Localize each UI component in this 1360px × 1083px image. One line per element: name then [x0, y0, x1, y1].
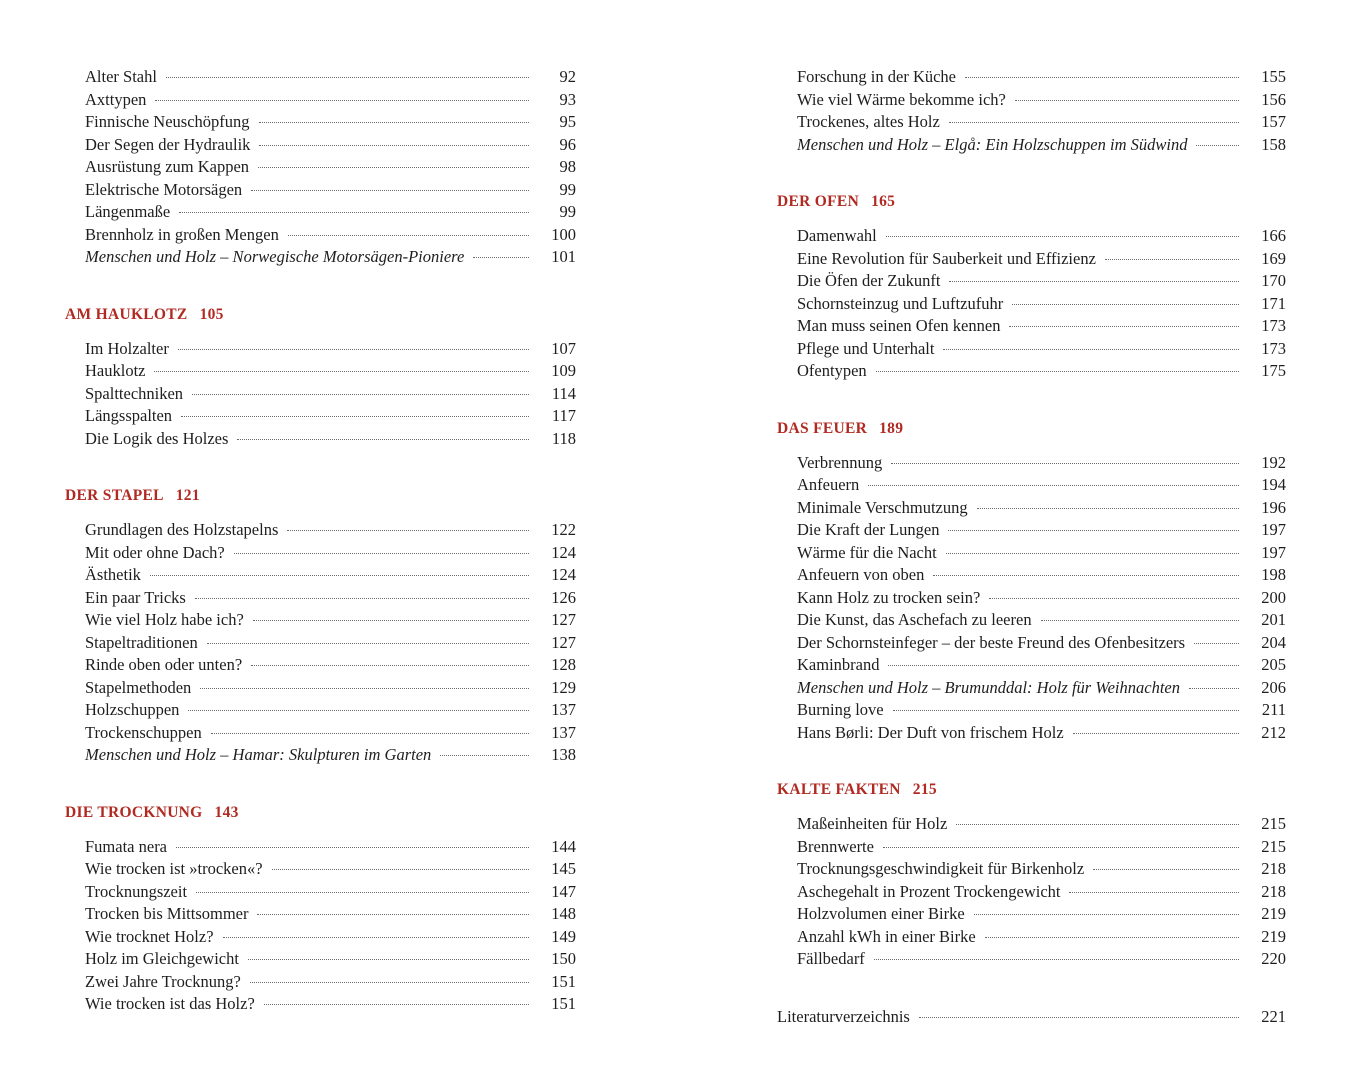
entry-page-number: 127 [551, 610, 576, 629]
toc-entry-trocken-bis-mittsommer [64, 903, 576, 926]
entry-title: Kann Holz zu trocken sein? [797, 587, 981, 607]
entry-title: Trockenes, altes Holz [797, 112, 940, 131]
dot-leader [965, 77, 1239, 78]
entry-page-number: 117 [551, 406, 576, 425]
entry-page-number: 128 [551, 655, 576, 674]
chapter-title: DER OFEN [777, 193, 860, 210]
entry-page-number: 212 [1261, 722, 1286, 742]
entry-page-number: 215 [1261, 836, 1286, 856]
toc-entry-minimale-verschmutzung [776, 497, 1286, 520]
entry-title: Fumata nera [85, 836, 168, 856]
entry-title: Wie viel Wärme bekomme ich? [797, 89, 1006, 109]
entry-page-number: 171 [1261, 293, 1286, 313]
toc-entry-trocknungszeit [64, 881, 576, 904]
entry-page-number: 122 [551, 520, 576, 539]
toc-entry-wie-trocken-ist-das-holz [64, 993, 576, 1016]
toc-right-column [776, 66, 1286, 1028]
toc-entry-damenwahl [776, 225, 1286, 248]
toc-entry-spalttechniken [64, 383, 576, 406]
entry-page-number: 150 [551, 949, 576, 968]
entry-page-number: 149 [551, 926, 576, 946]
entry-title: Brennwerte [797, 836, 874, 856]
dot-leader [891, 463, 1239, 464]
entry-page-number: 173 [1261, 316, 1286, 335]
dot-leader [192, 394, 529, 395]
toc-entry-menschen-und-holz-norwegische-motorsaege [64, 246, 576, 269]
entry-title: Verbrennung [797, 452, 883, 472]
dot-leader [207, 643, 529, 644]
entry-title: Menschen und Holz – Hamar: Skulpturen im Garten [85, 745, 432, 764]
toc-entry-die-kunst-das-aschefach-zu-leeren [776, 609, 1286, 632]
dot-leader [251, 190, 529, 191]
entry-title: Axttypen [85, 89, 147, 109]
dot-leader [977, 508, 1239, 509]
dot-leader [473, 257, 529, 258]
entry-page-number: 196 [1261, 497, 1286, 517]
entry-page-number: 198 [1261, 565, 1286, 584]
dot-leader [933, 575, 1239, 576]
entry-title: Holz im Gleichgewicht [85, 949, 239, 968]
dot-leader [287, 530, 529, 531]
toc-entry-stapelmethoden [64, 677, 576, 700]
dot-leader [893, 710, 1239, 711]
toc-entry-die-kraft-der-lungen [776, 519, 1286, 542]
entry-page-number: 147 [551, 881, 576, 901]
dot-leader [985, 937, 1239, 938]
toc-entry-grundlagen-des-holzstapelns [64, 519, 576, 542]
entry-page-number: 145 [551, 859, 576, 878]
toc-entry-trockenschuppen [64, 722, 576, 745]
dot-leader [223, 937, 529, 938]
entry-page-number: 197 [1261, 520, 1286, 539]
entry-page-number: 206 [1261, 677, 1286, 697]
entry-title: Holzschuppen [85, 700, 180, 719]
toc-entry-kaminbrand [776, 654, 1286, 677]
entry-page-number: 166 [1261, 226, 1286, 245]
entry-page-number: 169 [1261, 248, 1286, 268]
entry-title: Die Logik des Holzes [85, 428, 229, 448]
entry-page-number: 175 [1261, 361, 1286, 380]
chapter-page-number: 189 [879, 419, 904, 437]
chapter-heading-das-feuer [776, 418, 1286, 440]
entry-page-number: 124 [551, 542, 576, 562]
entry-title: Forschung in der Küche [797, 67, 957, 86]
entry-page-number: 219 [1261, 926, 1286, 946]
entry-title: Minimale Verschmutzung [797, 497, 968, 517]
dot-leader [440, 755, 529, 756]
entry-page-number: 194 [1261, 475, 1286, 494]
entry-page-number: 99 [559, 202, 576, 221]
dot-leader [1194, 643, 1239, 644]
chapter-page-number: 215 [912, 781, 937, 798]
entry-title: Ofentypen [797, 361, 867, 380]
dot-leader [155, 100, 529, 101]
toc-entry-die-logik-des-holzes [64, 428, 576, 451]
toc-entry-man-muss-seinen-ofen-kennen [776, 315, 1286, 338]
dot-leader [150, 575, 529, 576]
dot-leader [949, 122, 1239, 123]
entry-page-number: 148 [551, 904, 576, 923]
entry-page-number: 170 [1261, 271, 1286, 290]
toc-entry-wie-viel-waerme-bekomme-ich [776, 89, 1286, 112]
entry-page-number: 173 [1261, 338, 1286, 358]
entry-page-number: 114 [551, 383, 576, 403]
dot-leader [176, 847, 529, 848]
chapter-title: DER STAPEL [65, 487, 164, 504]
dot-leader [1015, 100, 1239, 101]
entry-title: Schornsteinzug und Luftzufuhr [797, 293, 1004, 313]
entry-page-number: 124 [551, 565, 576, 584]
toc-entry-im-holzalter [64, 338, 576, 361]
entry-title: Fällbedarf [797, 949, 865, 968]
entry-title: Kaminbrand [797, 655, 880, 674]
entry-title: Hauklotz [85, 361, 146, 380]
entry-title: Menschen und Holz – Brumunddal: Holz für Weihnachten [797, 677, 1180, 697]
dot-leader [264, 1004, 529, 1005]
entry-title: Wie trocken ist »trocken«? [85, 859, 263, 878]
entry-title: Trocknungszeit [85, 881, 188, 901]
toc-entry-die-oefen-der-zukunft [776, 270, 1286, 293]
dot-leader [1093, 869, 1239, 870]
entry-title: Ausrüstung zum Kappen [85, 157, 250, 176]
entry-title: Alter Stahl [85, 67, 157, 86]
chapter-page-number: 105 [199, 305, 224, 323]
dot-leader [989, 598, 1239, 599]
entry-page-number: 92 [559, 67, 576, 86]
entry-page-number: 137 [551, 700, 576, 719]
toc-entry-rinde-oben-oder-unten [64, 654, 576, 677]
dot-leader [949, 281, 1239, 282]
toc-entry-finnische-neuschoepfung [64, 111, 576, 134]
entry-title: Literaturverzeichnis [777, 1006, 910, 1026]
dot-leader [288, 235, 529, 236]
toc-entry-burning-love [776, 699, 1286, 722]
dot-leader [943, 349, 1239, 350]
dot-leader [257, 914, 529, 915]
toc-entry-holzschuppen [64, 699, 576, 722]
entry-title: Im Holzalter [85, 338, 169, 358]
dot-leader [258, 167, 529, 168]
dot-leader [211, 733, 529, 734]
chapter-page-number: 165 [871, 193, 896, 210]
entry-page-number: 144 [551, 836, 576, 856]
entry-title: Spalttechniken [85, 383, 184, 403]
dot-leader [888, 665, 1239, 666]
chapter-title: AM HAUKLOTZ [65, 305, 188, 323]
toc-entry-brennholz-in-grossen-mengen [64, 224, 576, 247]
entry-title: Burning love [797, 700, 884, 719]
entry-page-number: 151 [551, 994, 576, 1013]
toc-entry-ofentypen [776, 360, 1286, 383]
toc-entry-verbrennung [776, 452, 1286, 475]
entry-title: Ästhetik [85, 565, 141, 584]
toc-entry-trockenes-altes-holz [776, 111, 1286, 134]
toc-entry-der-schornsteinfeger-der-beste-freund-de [776, 632, 1286, 655]
entry-title: Grundlagen des Holzstapelns [85, 520, 279, 539]
entry-page-number: 204 [1261, 632, 1286, 652]
toc-entry-eine-revolution-fuer-sauberkeit-und-effi [776, 248, 1286, 271]
dot-leader [166, 77, 529, 78]
toc-entry-schornsteinzug-und-luftzufuhr [776, 293, 1286, 316]
entry-page-number: 158 [1261, 134, 1286, 154]
dot-leader [948, 530, 1239, 531]
toc-entry-aschegehalt-in-prozent-trockengewicht [776, 881, 1286, 904]
toc-entry-ein-paar-tricks [64, 587, 576, 610]
toc-entry-menschen-und-holz-hamar-skulpturen-im-ga [64, 744, 576, 767]
dot-leader [248, 959, 529, 960]
toc-entry-aesthetik [64, 564, 576, 587]
entry-page-number: 197 [1261, 542, 1286, 562]
entry-title: Längenmaße [85, 202, 171, 221]
chapter-title: DIE TROCKNUNG [65, 803, 203, 821]
entry-page-number: 200 [1261, 587, 1286, 607]
entry-page-number: 218 [1261, 859, 1286, 878]
entry-title: Stapelmethoden [85, 677, 192, 697]
toc-entry-literaturverzeichnis [776, 1006, 1286, 1029]
entry-title: Wie trocken ist das Holz? [85, 994, 255, 1013]
entry-page-number: 138 [551, 745, 576, 764]
entry-page-number: 98 [559, 157, 576, 176]
entry-page-number: 151 [551, 971, 576, 991]
entry-page-number: 107 [551, 338, 576, 358]
dot-leader [1105, 259, 1239, 260]
toc-entry-anfeuern [776, 474, 1286, 497]
entry-page-number: 95 [559, 112, 576, 131]
entry-page-number: 218 [1261, 881, 1286, 901]
entry-page-number: 101 [551, 247, 576, 266]
toc-entry-fumata-nera [64, 836, 576, 859]
toc-entry-mit-oder-ohne-dach [64, 542, 576, 565]
dot-leader [874, 959, 1239, 960]
toc-entry-pflege-und-unterhalt [776, 338, 1286, 361]
entry-title: Finnische Neuschöpfung [85, 112, 250, 131]
entry-page-number: 96 [559, 134, 576, 154]
toc-entry-hans-borli-der-duft-von-frischem-holz [776, 722, 1286, 745]
dot-leader [1009, 326, 1239, 327]
entry-title: Wie viel Holz habe ich? [85, 610, 244, 629]
toc-entry-anfeuern-von-oben [776, 564, 1286, 587]
dot-leader [974, 914, 1239, 915]
entry-title: Brennholz in großen Mengen [85, 224, 279, 244]
entry-page-number: 221 [1261, 1006, 1286, 1026]
dot-leader [237, 439, 529, 440]
dot-leader [876, 371, 1239, 372]
entry-title: Die Öfen der Zukunft [797, 271, 941, 290]
entry-page-number: 211 [1261, 700, 1286, 719]
section-gap [776, 971, 1286, 1006]
entry-title: Holzvolumen einer Birke [797, 904, 965, 923]
chapter-heading-am-hauklotz [64, 304, 576, 326]
entry-title: Hans Børli: Der Duft von frischem Holz [797, 722, 1064, 742]
chapter-heading-die-trocknung [64, 802, 576, 824]
dot-leader [1073, 733, 1239, 734]
toc-entry-masseinheiten-fuer-holz [776, 813, 1286, 836]
dot-leader [181, 416, 529, 417]
dot-leader [272, 869, 529, 870]
toc-entry-anzahl-kwh-in-einer-birke [776, 926, 1286, 949]
entry-title: Anfeuern von oben [797, 565, 925, 584]
entry-title: Pflege und Unterhalt [797, 338, 935, 358]
entry-page-number: 156 [1261, 89, 1286, 109]
toc-entry-wie-viel-holz-habe-ich [64, 609, 576, 632]
dot-leader [195, 598, 529, 599]
toc-entry-alter-stahl [64, 66, 576, 89]
entry-page-number: 127 [551, 632, 576, 652]
entry-page-number: 220 [1261, 949, 1286, 968]
dot-leader [919, 1017, 1239, 1018]
dot-leader [154, 371, 529, 372]
toc-entry-trocknungsgeschwindigkeit-fuer-birkenhol [776, 858, 1286, 881]
dot-leader [883, 847, 1239, 848]
dot-leader [251, 665, 529, 666]
entry-title: Zwei Jahre Trocknung? [85, 971, 241, 991]
toc-entry-hauklotz [64, 360, 576, 383]
entry-title: Trocknungsgeschwindigkeit für Birkenholz [797, 859, 1085, 878]
dot-leader [188, 710, 529, 711]
toc-entry-wie-trocknet-holz [64, 926, 576, 949]
entry-page-number: 205 [1261, 655, 1286, 674]
toc-entry-kann-holz-zu-trocken-sein [776, 587, 1286, 610]
entry-title: Trockenschuppen [85, 722, 202, 742]
chapter-title: KALTE FAKTEN [777, 781, 901, 798]
dot-leader [1189, 688, 1239, 689]
entry-title: Der Segen der Hydraulik [85, 134, 251, 154]
dot-leader [179, 212, 529, 213]
dot-leader [1069, 892, 1239, 893]
toc-entry-ausruestung-zum-kappen [64, 156, 576, 179]
entry-title: Menschen und Holz – Elgå: Ein Holzschuppen im Südwind [797, 134, 1188, 154]
dot-leader [200, 688, 529, 689]
entry-page-number: 99 [559, 179, 576, 199]
dot-leader [259, 145, 529, 146]
entry-title: Die Kunst, das Aschefach zu leeren [797, 610, 1032, 629]
entry-page-number: 118 [551, 428, 576, 448]
dot-leader [956, 824, 1239, 825]
toc-entry-menschen-und-holz-elga-ein-holzschuppen- [776, 134, 1286, 157]
dot-leader [196, 892, 529, 893]
chapter-heading-der-ofen [776, 191, 1286, 213]
toc-entry-menschen-und-holz-brumunddal-holz-fuer-w [776, 677, 1286, 700]
entry-title: Damenwahl [797, 226, 877, 245]
dot-leader [1041, 620, 1239, 621]
entry-title: Stapeltraditionen [85, 632, 198, 652]
entry-title: Man muss seinen Ofen kennen [797, 316, 1001, 335]
dot-leader [259, 122, 529, 123]
dot-leader [250, 982, 529, 983]
chapter-page-number: 121 [175, 487, 200, 504]
entry-title: Menschen und Holz – Norwegische Motorsägen-Pioniere [85, 247, 465, 266]
entry-title: Die Kraft der Lungen [797, 520, 940, 539]
toc-entry-zwei-jahre-trocknung [64, 971, 576, 994]
entry-title: Längsspalten [85, 406, 173, 425]
chapter-heading-kalte-fakten [776, 779, 1286, 801]
toc-entry-axttypen [64, 89, 576, 112]
toc-entry-holzvolumen-einer-birke [776, 903, 1286, 926]
dot-leader [946, 553, 1239, 554]
entry-title: Wie trocknet Holz? [85, 926, 214, 946]
entry-title: Maßeinheiten für Holz [797, 814, 948, 833]
dot-leader [178, 349, 529, 350]
entry-page-number: 126 [551, 587, 576, 607]
entry-page-number: 219 [1261, 904, 1286, 923]
entry-title: Rinde oben oder unten? [85, 655, 243, 674]
toc-entry-holz-im-gleichgewicht [64, 948, 576, 971]
entry-title: Trocken bis Mittsommer [85, 904, 249, 923]
entry-title: Wärme für die Nacht [797, 542, 937, 562]
entry-page-number: 109 [551, 361, 576, 380]
entry-title: Elektrische Motorsägen [85, 179, 243, 199]
entry-title: Anzahl kWh in einer Birke [797, 926, 976, 946]
toc-entry-wie-trocken-ist-trocken [64, 858, 576, 881]
dot-leader [253, 620, 529, 621]
entry-page-number: 93 [559, 89, 576, 109]
toc-entry-laengenmasse [64, 201, 576, 224]
chapter-title: DAS FEUER [777, 419, 868, 437]
entry-title: Aschegehalt in Prozent Trockengewicht [797, 881, 1061, 901]
dot-leader [1196, 145, 1239, 146]
entry-page-number: 201 [1261, 610, 1286, 629]
toc-entry-laengsspalten [64, 405, 576, 428]
toc-entry-faellbedarf [776, 948, 1286, 971]
toc-left-column [64, 66, 576, 1016]
toc-entry-elektrische-motorsaegen [64, 179, 576, 202]
entry-page-number: 100 [551, 224, 576, 244]
entry-title: Ein paar Tricks [85, 587, 186, 607]
dot-leader [868, 485, 1239, 486]
dot-leader [1012, 304, 1239, 305]
toc-entry-brennwerte [776, 836, 1286, 859]
entry-page-number: 129 [551, 677, 576, 697]
toc-entry-forschung-in-der-kueche [776, 66, 1286, 89]
entry-page-number: 155 [1261, 67, 1286, 86]
dot-leader [886, 236, 1239, 237]
toc-entry-stapeltraditionen [64, 632, 576, 655]
chapter-heading-der-stapel [64, 485, 576, 507]
dot-leader [234, 553, 529, 554]
entry-title: Mit oder ohne Dach? [85, 542, 225, 562]
entry-page-number: 137 [551, 722, 576, 742]
chapter-page-number: 143 [214, 803, 239, 821]
entry-title: Eine Revolution für Sauberkeit und Effizienz [797, 248, 1096, 268]
entry-page-number: 192 [1261, 452, 1286, 472]
toc-entry-der-segen-der-hydraulik [64, 134, 576, 157]
entry-page-number: 215 [1261, 814, 1286, 833]
entry-page-number: 157 [1261, 112, 1286, 131]
entry-title: Anfeuern [797, 475, 860, 494]
entry-title: Der Schornsteinfeger – der beste Freund des Ofenbesitzers [797, 632, 1186, 652]
toc-entry-waerme-fuer-die-nacht [776, 542, 1286, 565]
